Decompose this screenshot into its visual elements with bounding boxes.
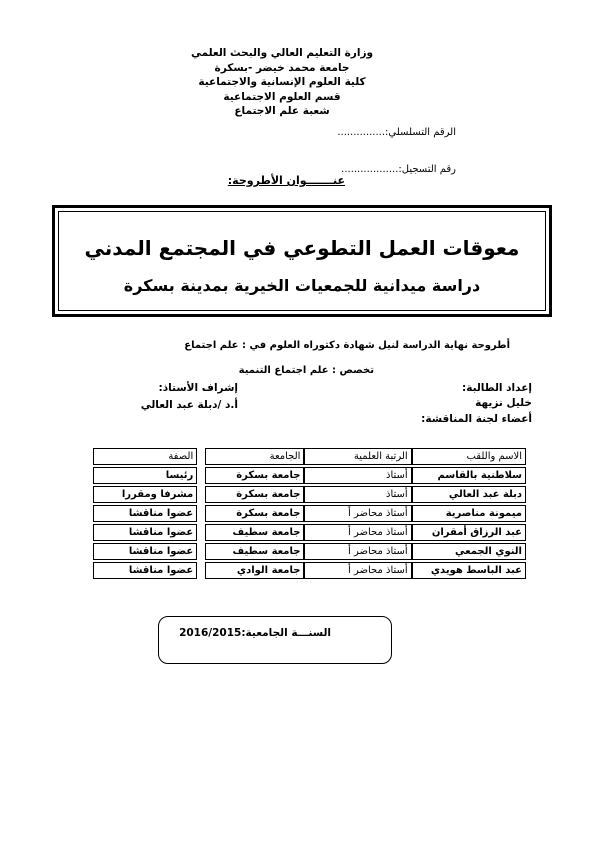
header-rank: الرتبة العلمية <box>304 448 411 465</box>
table-row <box>93 524 526 541</box>
column-gap <box>197 505 205 522</box>
table-row <box>93 543 526 560</box>
header-role: الصفة <box>93 448 197 465</box>
member-name: دبلة عبد العالي <box>412 486 526 503</box>
column-gap <box>197 486 205 503</box>
member-role: مشرفا ومقررا <box>93 486 197 503</box>
table-row <box>93 562 526 579</box>
member-rank: أستاذ محاضر أ <box>304 562 411 579</box>
committee-label: أعضاء لجنة المناقشة: <box>421 413 532 425</box>
committee-table <box>93 446 526 581</box>
registration-number: رقم التسجيل:.................. <box>341 164 456 175</box>
academic-year-box <box>158 616 392 664</box>
header-name: الاسم واللقب <box>412 448 526 465</box>
institution-header <box>182 46 382 119</box>
ministry-name: وزارة التعليم العالي والبحث العلمي <box>190 47 374 59</box>
table-row <box>93 486 526 503</box>
member-rank: أستاذ محاضر أ <box>304 505 411 522</box>
branch-name: شعبة علم الاجتماع <box>234 105 330 117</box>
member-role: عضوا مناقشا <box>93 562 197 579</box>
member-rank: أستاذ <box>304 486 411 503</box>
member-role: عضوا مناقشا <box>93 543 197 560</box>
sub-title: دراسة ميدانية للجمعيات الخيرية بمدينة بسكرة <box>123 276 481 295</box>
title-frame-inner <box>58 211 546 311</box>
title-frame <box>52 205 552 317</box>
university-name: جامعة محمد خيضر -بسكرة <box>214 61 350 74</box>
member-rank: أستاذ محاضر أ <box>304 543 411 560</box>
member-name: ميمونة مناصرية <box>412 505 526 522</box>
department-name: قسم العلوم الاجتماعية <box>223 90 341 103</box>
header-university: الجامعة <box>205 448 304 465</box>
member-rank: أستاذ محاضر أ <box>304 524 411 541</box>
member-university: جامعة سطيف <box>205 543 304 560</box>
member-name: عبد الباسط هويدي <box>412 562 526 579</box>
table-header-row <box>93 448 526 465</box>
member-university: جامعة سطيف <box>205 524 304 541</box>
supervisor-name: أ.د /دبلة عبد العالي <box>140 399 238 411</box>
member-name: سلاطنية بالقاسم <box>412 467 526 484</box>
column-gap <box>197 524 205 541</box>
member-role: رئيسا <box>93 467 197 484</box>
supervision-label: إشراف الأستاذ: <box>158 382 238 394</box>
member-rank: أستاذ <box>304 467 411 484</box>
member-university: جامعة بسكرة <box>205 505 304 522</box>
student-name: خليل نزيهة <box>475 397 532 409</box>
main-title: معوقات العمل التطوعي في المجتمع المدني <box>84 236 520 260</box>
academic-year: السنـــة الجامعية:2016/2015 <box>179 627 331 639</box>
table-row <box>93 505 526 522</box>
prepared-by-label: إعداد الطالبة: <box>462 382 532 394</box>
faculty-name: كلية العلوم الإنسانية والاجتماعية <box>198 76 366 88</box>
thesis-description: أطروحة نهاية الدراسة لنيل شهادة دكتوراه العلوم في : علم اجتماع <box>184 340 510 351</box>
thesis-title-label: عنـــــــوان الأطروحة: <box>227 174 345 187</box>
column-gap <box>197 448 205 465</box>
column-gap <box>197 562 205 579</box>
column-gap <box>197 543 205 560</box>
member-university: جامعة الوادي <box>205 562 304 579</box>
member-university: جامعة بسكرة <box>205 467 304 484</box>
table-row <box>93 467 526 484</box>
member-name: عبد الرزاق أمقران <box>412 524 526 541</box>
serial-number: الرقم التسلسلي:............... <box>337 127 456 138</box>
column-gap <box>197 467 205 484</box>
member-role: عضوا مناقشا <box>93 524 197 541</box>
member-role: عضوا مناقشا <box>93 505 197 522</box>
member-name: النوي الجمعي <box>412 543 526 560</box>
specialization: تخصص : علم اجتماع التنمية <box>238 365 374 376</box>
member-university: جامعة بسكرة <box>205 486 304 503</box>
